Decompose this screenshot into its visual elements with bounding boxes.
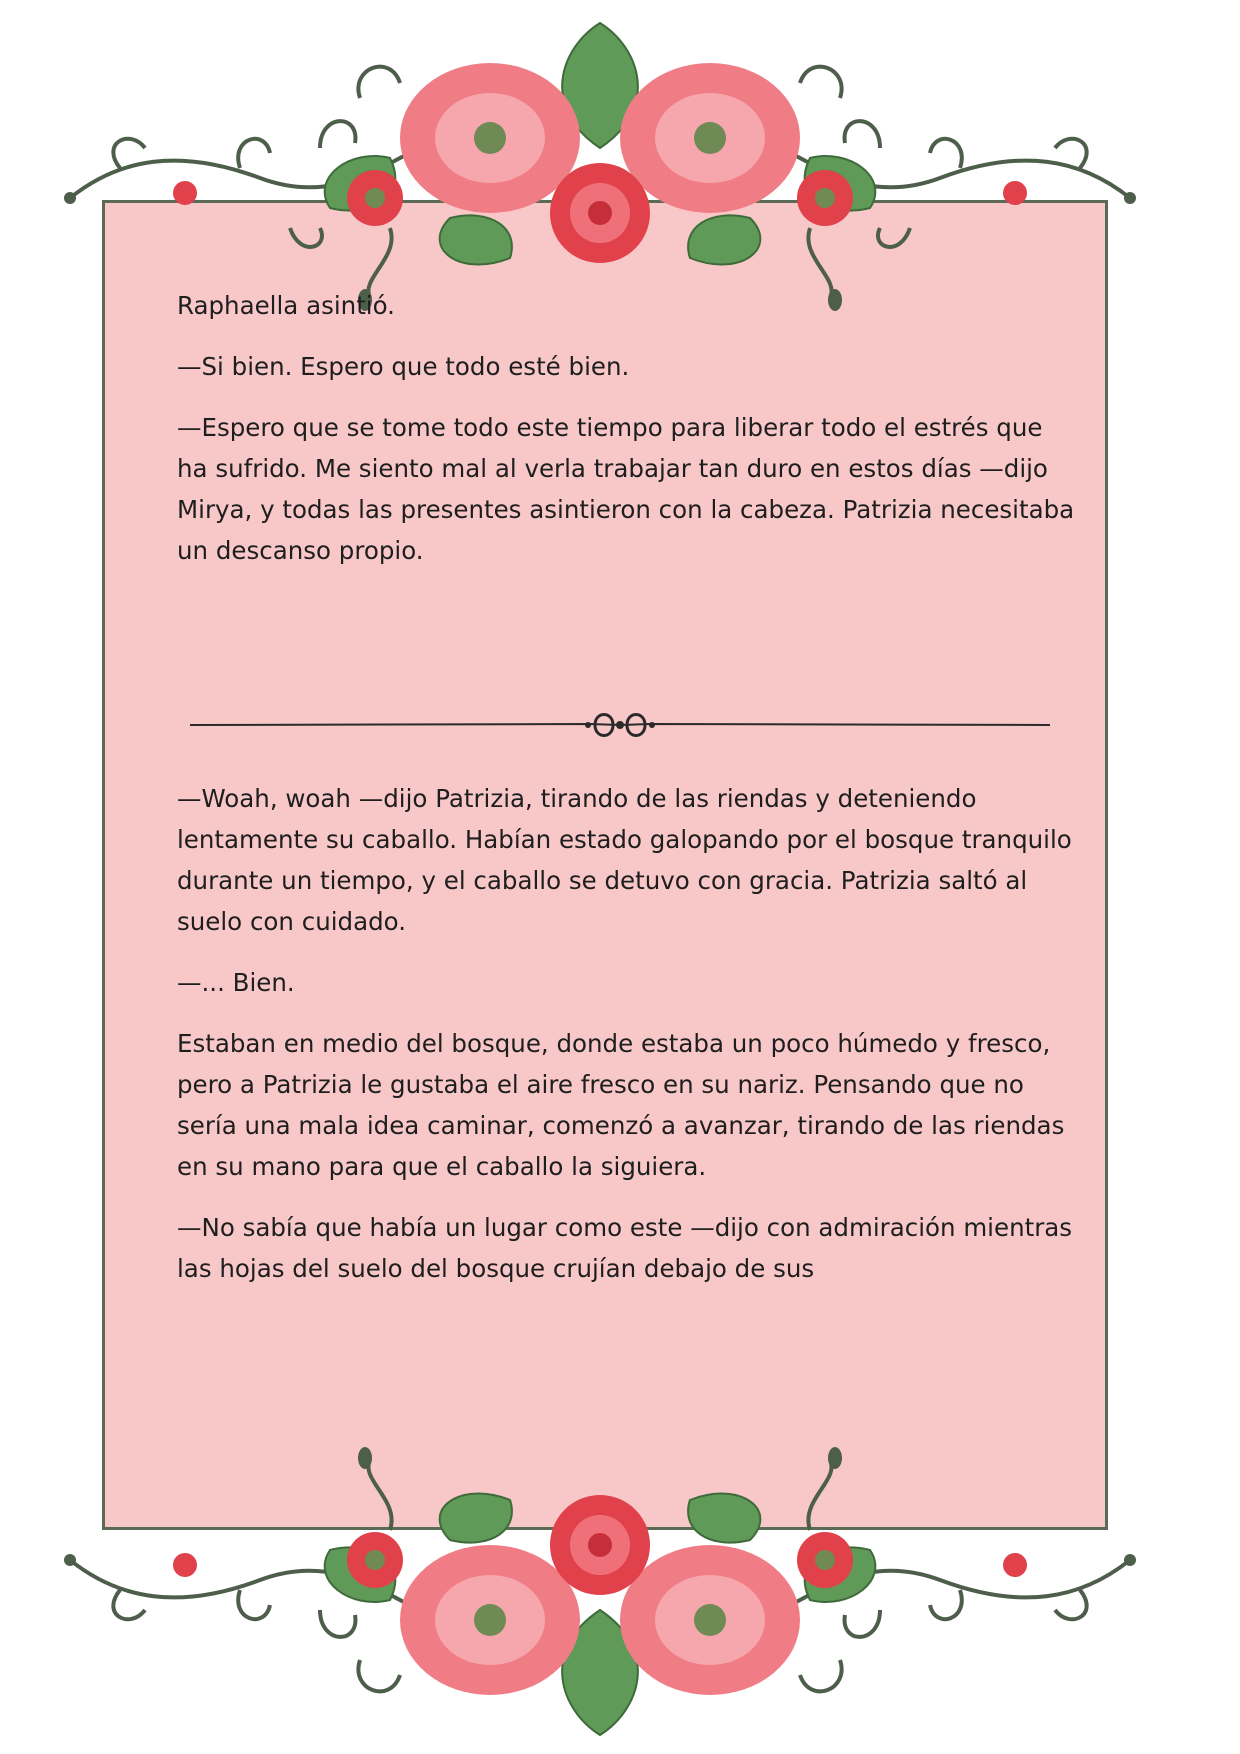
paragraph: —Woah, woah —dijo Patrizia, tirando de las riendas y deteniendo lentamente su caballo. Habían estado galopando por el bosque tranquilo durante un tiempo, y el caballo se detuvo con gracia. Patrizia saltó al suelo con cuidado. — [177, 784, 1072, 936]
paragraph: Raphaella asintió. — [177, 291, 395, 320]
paragraph: —... Bien. — [177, 968, 295, 997]
floral-ornament-top-icon — [60, 8, 1140, 328]
paragraph: Estaban en medio del bosque, donde estaba un poco húmedo y fresco, pero a Patrizia le gustaba el aire fresco en su nariz. Pensando que no sería una mala idea caminar, comenzó a avanzar, tirando de las riendas en su mano para que el caballo la siguiera. — [177, 1029, 1065, 1181]
text-section-1 — [177, 285, 1077, 591]
text-section-2 — [177, 778, 1077, 1309]
paragraph: —Si bien. Espero que todo esté bien. — [177, 352, 630, 381]
floral-ornament-bottom-icon — [60, 1420, 1140, 1750]
scroll-divider-icon — [190, 700, 1050, 750]
paragraph: —No sabía que había un lugar como este —dijo con admiración mientras las hojas del suelo del bosque crujían debajo de sus — [177, 1213, 1073, 1283]
paragraph: —Espero que se tome todo este tiempo para liberar todo el estrés que ha sufrido. Me siento mal al verla trabajar tan duro en estos días —dijo Mirya, y todas las presentes asintieron con la cabeza. Patrizia necesitaba un descanso propio. — [177, 413, 1075, 565]
